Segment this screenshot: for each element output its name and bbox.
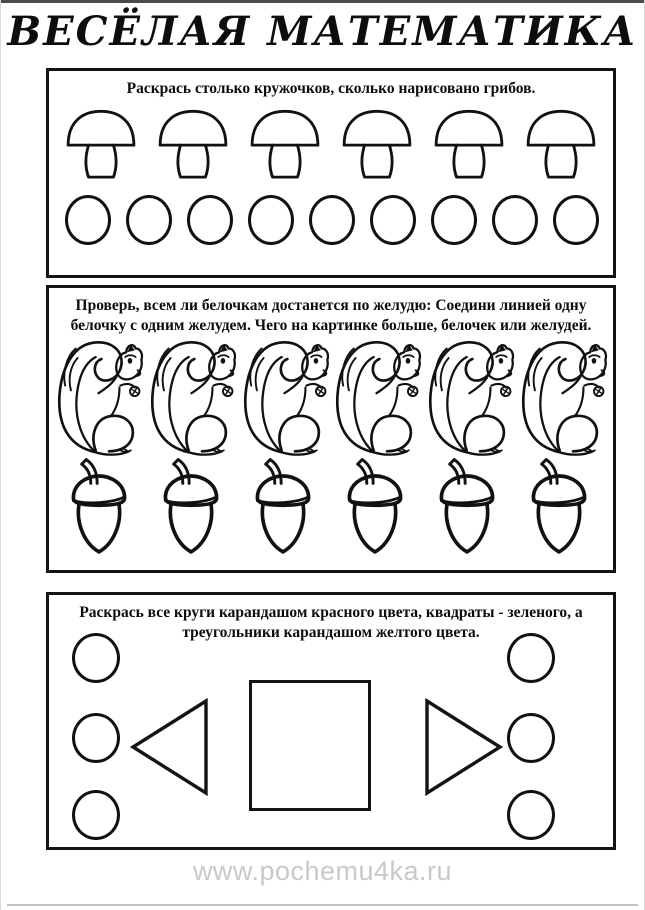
squirrel-icon	[331, 338, 423, 457]
coloring-circle	[431, 195, 477, 245]
coloring-circle	[309, 195, 355, 245]
coloring-circle	[248, 195, 294, 245]
coloring-square	[249, 680, 371, 811]
watermark-url: www.pochemu4ka.ru	[192, 856, 453, 886]
squirrel-icon	[424, 338, 516, 457]
coloring-circle	[72, 790, 120, 840]
coloring-circle	[507, 790, 555, 840]
acorn-icon	[251, 457, 315, 559]
acorn-row	[49, 457, 613, 559]
acorn-icon	[67, 457, 131, 559]
coloring-circle	[72, 713, 120, 763]
section-mushrooms	[46, 68, 616, 278]
squirrel-icon	[239, 338, 331, 457]
section-shapes	[46, 592, 616, 850]
section-3-instruction: Раскрась все круги карандашом красного цвета, квадраты - зеленого, а треугольники карандашом желтого цвета.	[79, 604, 583, 642]
circle-row	[49, 188, 613, 245]
squirrel-icon	[146, 338, 238, 457]
mushroom-icon	[429, 104, 509, 188]
mushroom-icon	[153, 104, 233, 188]
acorn-icon	[343, 457, 407, 559]
triangle-right-icon	[424, 697, 504, 797]
page-bottom-edge	[7, 904, 638, 906]
mushroom-icon	[61, 104, 141, 188]
coloring-circle	[507, 633, 555, 683]
acorn-icon	[527, 457, 591, 559]
coloring-circle	[187, 195, 233, 245]
acorn-icon	[435, 457, 499, 559]
triangle-left-icon	[129, 697, 209, 797]
section-squirrels	[46, 285, 616, 573]
coloring-circle	[72, 633, 120, 683]
mushroom-icon	[521, 104, 601, 188]
coloring-circle	[507, 713, 555, 763]
coloring-circle	[553, 195, 599, 245]
coloring-circle	[126, 195, 172, 245]
coloring-circle	[492, 195, 538, 245]
squirrel-row	[49, 336, 613, 457]
section-1-instruction: Раскрась столько кружочков, сколько нарисовано грибов.	[126, 80, 536, 97]
acorn-icon	[159, 457, 223, 559]
page-top-edge	[1, 0, 644, 3]
squirrel-icon	[517, 338, 609, 457]
section-2-instruction: Проверь, всем ли белочкам достанется по желудю: Соедини линией одну белочку с одним желудем. Чего на картинке больше, белочек или желудей.	[70, 297, 592, 335]
squirrel-icon	[53, 338, 145, 457]
mushroom-row	[49, 99, 613, 188]
mushroom-icon	[245, 104, 325, 188]
mushroom-icon	[337, 104, 417, 188]
page-title: ВЕСЁЛАЯ МАТЕМАТИКА	[7, 8, 638, 55]
coloring-circle	[370, 195, 416, 245]
coloring-circle	[65, 195, 111, 245]
